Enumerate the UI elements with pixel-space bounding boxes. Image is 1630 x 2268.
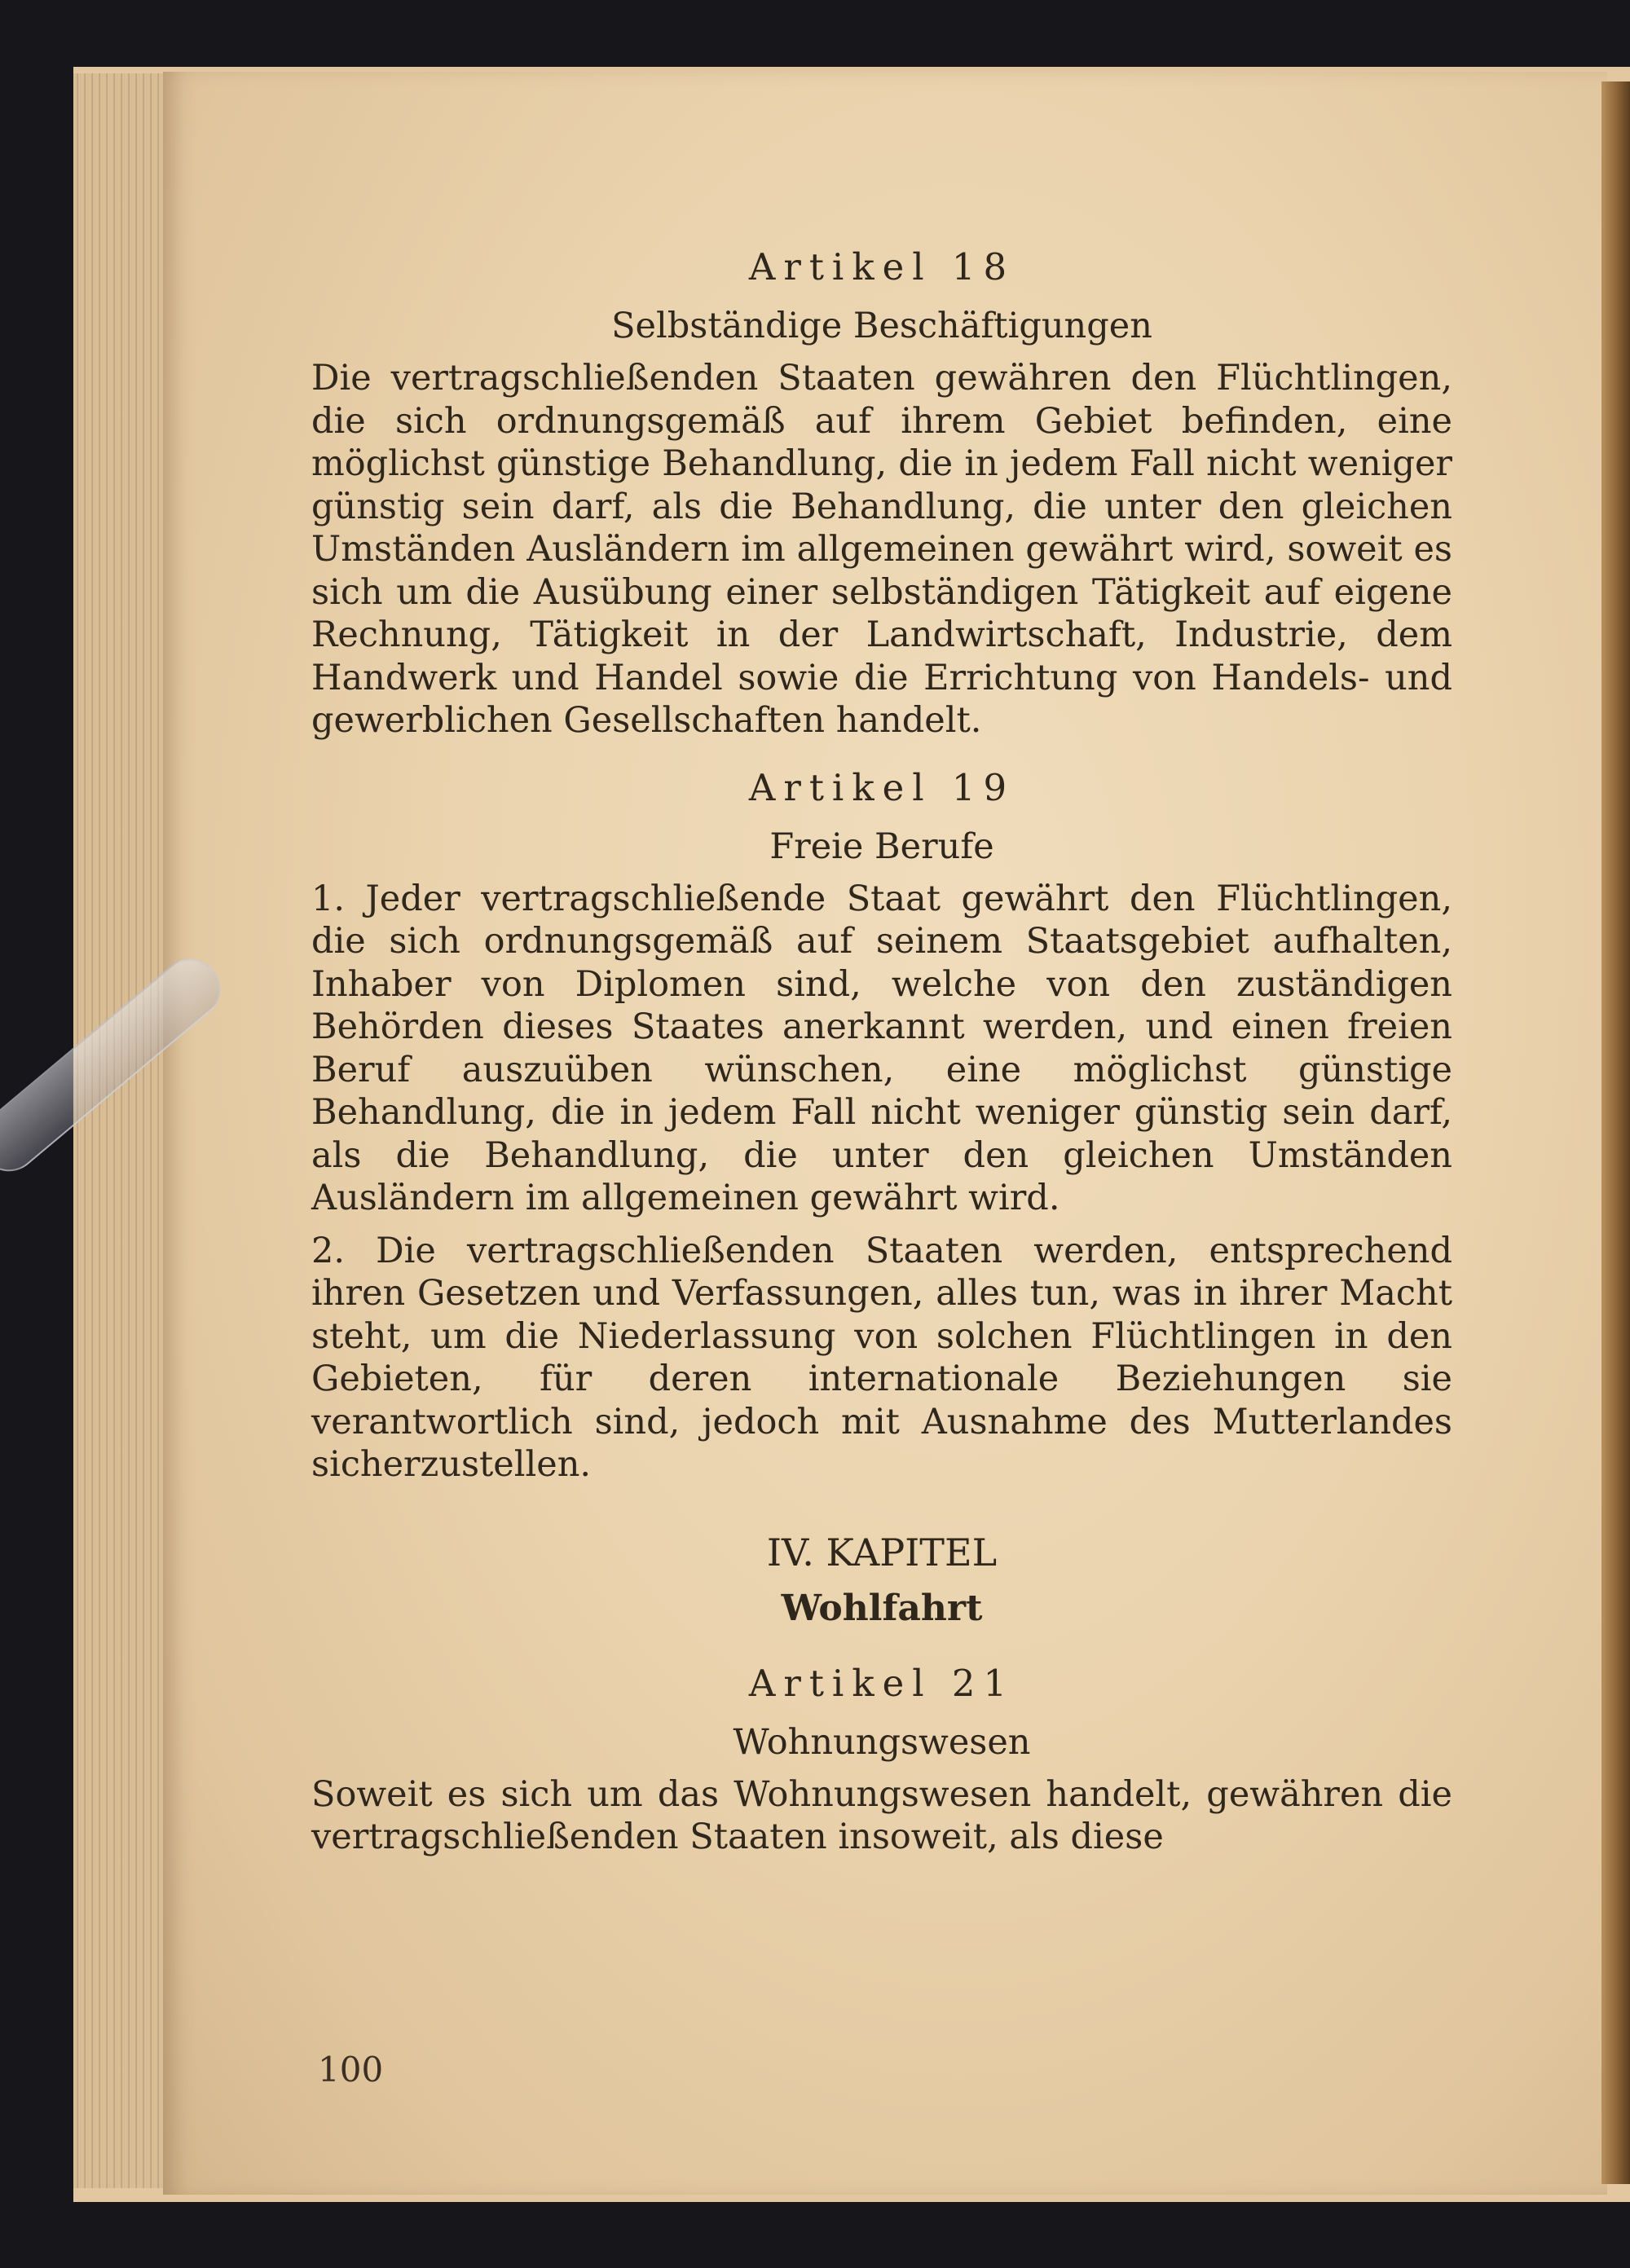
text-block [311,243,1452,1859]
chapter-4 [311,1527,1452,1633]
article-21-heading: Artikel 21 [748,1661,1015,1705]
article-21-text: Soweit es sich um das Wohnungswesen handelt, gewähren die vertragschließenden Staaten insoweit, als diese [311,1773,1452,1857]
article-19-title: Freie Berufe [769,826,994,867]
article-19-paragraph-1: 1. Jeder vertragschließende Staat gewährt den Flüchtlingen, die sich ordnungsgemäß auf seinem Staatsgebiet aufhalten, Inhaber von Diplomen sind, welche von den zuständigen Behörden dieses Staates anerkannt werden, und einen freien Beruf auszuüben wünschen, eine möglichst günstige Behandlung, die in jedem Fall nicht weniger günstig sein darf, als die Behandlung, die unter den gleichen Umständen Ausländern im allgemeinen gewährt wird. [311,878,1452,1218]
article-19 [311,764,1452,1486]
article-21-title: Wohnungswesen [733,1721,1031,1763]
book-gutter [1601,81,1630,2184]
chapter-label: IV. KAPITEL [766,1530,998,1574]
article-19-paragraph-2: 2. Die vertragschließenden Staaten werden, entsprechend ihren Gesetzen und Verfassungen, alles tun, was in ihrer Macht steht, um die Niederlassung von solchen Flüchtlingen in den Gebieten, für deren internationale Beziehungen sie verantwortlich sind, jedoch mit Ausnahme des Mutterlandes sicherzustellen. [311,1230,1452,1485]
page-number: 100 [318,2050,384,2090]
article-18-title: Selbständige Beschäftigungen [611,306,1152,346]
article-19-heading: Artikel 19 [748,765,1015,809]
chapter-title: Wohlfahrt [781,1587,983,1629]
article-18 [311,243,1452,742]
article-21 [311,1659,1452,1859]
article-18-heading: Artikel 18 [748,245,1015,288]
article-18-text: Die vertragschließenden Staaten gewähren den Flüchtlingen, die sich ordnungsgemäß auf ihrem Gebiet befinden, eine möglichst günstige Behandlung, die in jedem Fall nicht weniger günstig sein darf, als die Behandlung, die unter den gleichen Umständen Ausländern im allgemeinen gewährt wird, soweit es sich um die Ausübung einer selbständigen Tätigkeit auf eigene Rechnung, Tätigkeit in der Landwirtschaft, Industrie, dem Handwerk und Handel sowie die Errichtung von Handels- und gewerblichen Gesellschaften handelt. [311,358,1452,741]
